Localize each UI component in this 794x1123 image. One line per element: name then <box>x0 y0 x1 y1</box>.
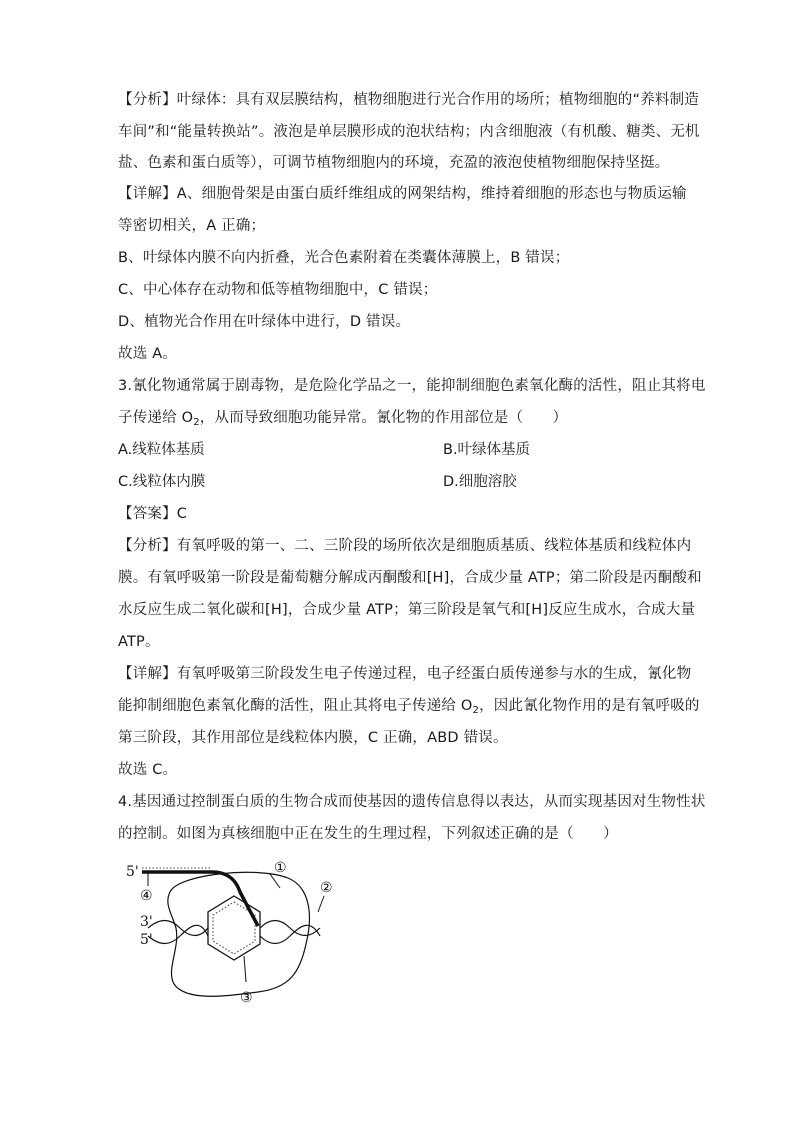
label-2-leader <box>318 896 324 912</box>
answer-analysis-line-2: 膜。有氧呼吸第一阶段是葡萄糖分解成丙酮酸和[H]，合成少量 ATP；第二阶段是丙酮酸和 <box>118 570 702 586</box>
q3-text-b: ，从而导致细胞功能异常。氰化物的作用部位是（ ） <box>199 410 568 426</box>
question-4-line-2: 的控制。如图为真核细胞中正在发生的生理过程，下列叙述正确的是（ ） <box>118 826 618 842</box>
detail-line-1: 【详解】A、细胞骨架是由蛋白质纤维组成的网架结构，维持着细胞的形态也与物质运输 <box>118 186 687 202</box>
answer-analysis-line-3: 水反应生成二氧化碳和[H]，合成少量 ATP；第三阶段是氧气和[H]反应生成水，合成大量 <box>118 602 696 618</box>
q3-text-a: 子传递给 O <box>118 410 194 426</box>
rna-strand <box>142 872 258 926</box>
answer-analysis-line-4: ATP。 <box>118 634 160 650</box>
a2-text-b: ，因此氰化物作用的是有氧呼吸的 <box>479 698 700 714</box>
bubble-hexagon-outer <box>208 896 260 960</box>
label-3: ③ <box>240 990 253 1006</box>
label-3-leader <box>244 956 246 982</box>
question-3-line-1: 3.氰化物通常属于剧毒物，是危险化学品之一，能抑制细胞色素氧化酶的活性，阻止其将电 <box>118 378 706 394</box>
transcription-diagram <box>118 852 358 1012</box>
analysis-line-3: 盐、色素和蛋白质等），可调节植物细胞内的环境，充盈的液泡使植物细胞保持坚挺。 <box>118 155 670 171</box>
label-5prime-bottom: 5' <box>140 932 153 948</box>
detail-line-2: 等密切相关，A 正确； <box>118 218 266 234</box>
question-4-line-1: 4.基因通过控制蛋白质的生物合成而使基因的遗传信息得以表达，从而实现基因对生物性状 <box>118 794 706 810</box>
option-c: C.线粒体内膜 <box>118 474 206 490</box>
dna-strand-left-a <box>148 921 208 936</box>
label-3prime: 3' <box>140 914 153 930</box>
analysis-line-2: 车间”和“能量转换站”。液泡是单层膜形成的泡状结构；内含细胞液（有机酸、糖类、无机 <box>118 124 700 140</box>
choose-c: 故选 C。 <box>118 762 178 778</box>
a2-subscript: 2 <box>472 705 480 716</box>
answer-detail-line-2 <box>118 696 700 721</box>
question-3-line-2 <box>118 408 567 433</box>
answer-analysis-line-1: 【分析】有氧呼吸的第一、二、三阶段的场所依次是细胞质基质、线粒体基质和线粒体内 <box>118 538 692 554</box>
q3-subscript: 2 <box>193 417 200 428</box>
detail-d: D、植物光合作用在叶绿体中进行，D 错误。 <box>118 314 411 330</box>
detail-b: B、叶绿体内膜不向内折叠，光合色素附着在类囊体薄膜上，B 错误； <box>118 250 570 266</box>
option-a: A.线粒体基质 <box>118 442 205 458</box>
label-2: ② <box>320 880 333 896</box>
label-5prime-top: 5' <box>126 864 139 880</box>
label-4: ④ <box>140 888 153 904</box>
dna-strand-right-a <box>260 921 320 936</box>
label-1-leader <box>270 874 280 888</box>
answer-detail-line-1: 【详解】有氧呼吸第三阶段发生电子传递过程，电子经蛋白质传递参与水的生成，氰化物 <box>118 666 692 682</box>
analysis-line-1: 【分析】叶绿体：具有双层膜结构，植物细胞进行光合作用的场所；植物细胞的“养料制造 <box>118 92 700 108</box>
option-b: B.叶绿体基质 <box>443 442 531 458</box>
answer: 【答案】C <box>118 506 188 522</box>
answer-detail-line-3: 第三阶段，其作用部位是线粒体内膜，C 正确，ABD 错误。 <box>118 730 508 746</box>
choose-a: 故选 A。 <box>118 346 178 362</box>
detail-c: C、中心体存在动物和低等植物细胞中，C 错误； <box>118 282 438 298</box>
label-1: ① <box>274 860 287 876</box>
option-d: D.细胞溶胶 <box>443 474 517 490</box>
a2-text-a: 能抑制细胞色素氧化酶的活性，阻止其将电子传递给 O <box>118 698 473 714</box>
